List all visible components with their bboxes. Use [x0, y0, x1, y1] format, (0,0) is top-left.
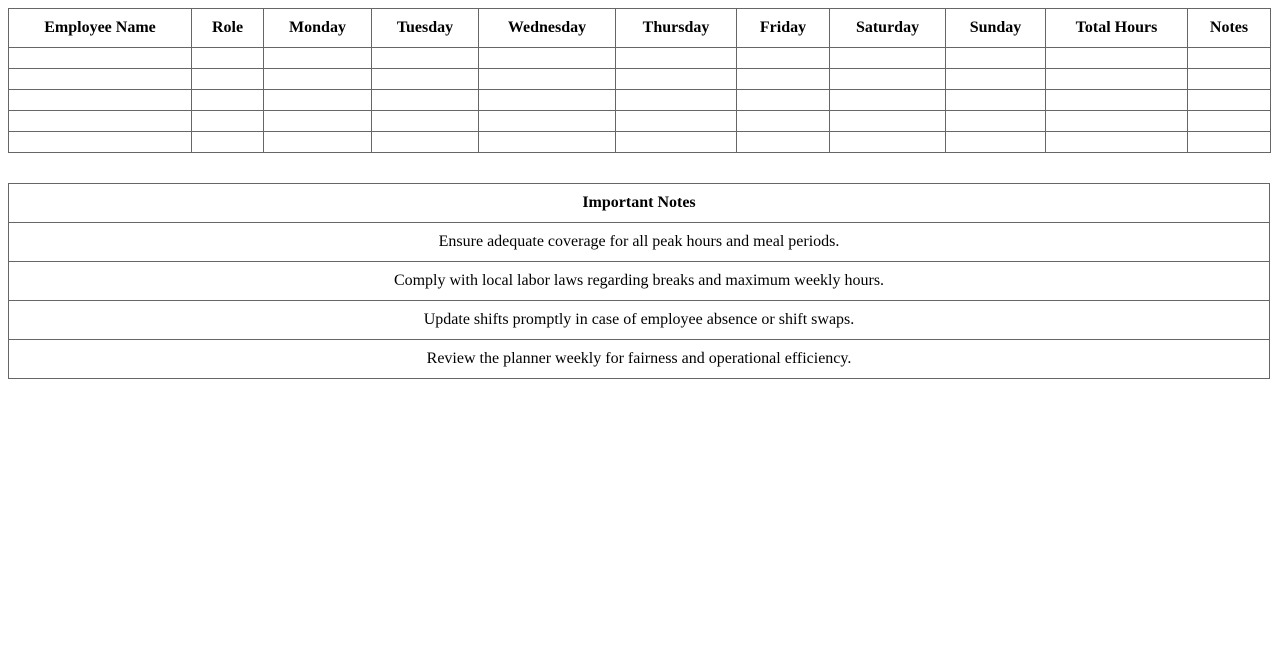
column-header-tuesday: Tuesday — [372, 9, 479, 48]
table-cell — [946, 69, 1046, 90]
table-cell — [372, 132, 479, 153]
table-cell — [1046, 90, 1188, 111]
table-cell — [264, 132, 372, 153]
note-item: Comply with local labor laws regarding breaks and maximum weekly hours. — [9, 262, 1270, 301]
table-cell — [9, 111, 192, 132]
table-cell — [192, 48, 264, 69]
column-header-role: Role — [192, 9, 264, 48]
table-cell — [1046, 132, 1188, 153]
schedule-header-row — [9, 9, 1271, 48]
column-header-thursday: Thursday — [616, 9, 737, 48]
table-row — [9, 69, 1271, 90]
table-cell — [372, 111, 479, 132]
table-cell — [372, 90, 479, 111]
table-cell — [946, 90, 1046, 111]
column-header-saturday: Saturday — [830, 9, 946, 48]
notes-title: Important Notes — [9, 184, 1270, 223]
table-cell — [1188, 90, 1271, 111]
table-cell — [9, 69, 192, 90]
column-header-notes: Notes — [1188, 9, 1271, 48]
column-header-sunday: Sunday — [946, 9, 1046, 48]
table-cell — [1188, 111, 1271, 132]
table-cell — [616, 90, 737, 111]
table-cell — [1188, 69, 1271, 90]
note-row — [9, 301, 1270, 340]
column-header-friday: Friday — [737, 9, 830, 48]
table-cell — [1046, 69, 1188, 90]
table-cell — [946, 111, 1046, 132]
table-cell — [737, 48, 830, 69]
note-item: Review the planner weekly for fairness and operational efficiency. — [9, 340, 1270, 379]
table-row — [9, 90, 1271, 111]
table-cell — [192, 132, 264, 153]
note-item: Update shifts promptly in case of employee absence or shift swaps. — [9, 301, 1270, 340]
table-cell — [616, 69, 737, 90]
table-cell — [9, 48, 192, 69]
note-row — [9, 340, 1270, 379]
table-cell — [372, 69, 479, 90]
table-cell — [946, 48, 1046, 69]
table-cell — [1188, 48, 1271, 69]
table-cell — [479, 111, 616, 132]
table-cell — [737, 132, 830, 153]
schedule-table — [8, 8, 1271, 153]
table-cell — [737, 90, 830, 111]
table-cell — [192, 69, 264, 90]
table-cell — [479, 69, 616, 90]
table-cell — [830, 48, 946, 69]
table-cell — [264, 48, 372, 69]
column-header-employee-name: Employee Name — [9, 9, 192, 48]
table-cell — [830, 132, 946, 153]
table-cell — [616, 111, 737, 132]
table-cell — [372, 48, 479, 69]
table-cell — [1188, 132, 1271, 153]
note-row — [9, 262, 1270, 301]
note-item: Ensure adequate coverage for all peak hours and meal periods. — [9, 223, 1270, 262]
column-header-monday: Monday — [264, 9, 372, 48]
table-row — [9, 48, 1271, 69]
table-cell — [192, 90, 264, 111]
table-row — [9, 132, 1271, 153]
table-cell — [737, 69, 830, 90]
table-cell — [830, 90, 946, 111]
column-header-total-hours: Total Hours — [1046, 9, 1188, 48]
table-cell — [264, 90, 372, 111]
table-cell — [9, 90, 192, 111]
table-cell — [479, 90, 616, 111]
table-cell — [830, 69, 946, 90]
important-notes-table — [8, 183, 1270, 379]
table-cell — [1046, 111, 1188, 132]
note-row — [9, 223, 1270, 262]
notes-header-row — [9, 184, 1270, 223]
table-cell — [616, 48, 737, 69]
table-cell — [946, 132, 1046, 153]
table-cell — [830, 111, 946, 132]
table-cell — [264, 111, 372, 132]
table-cell — [264, 69, 372, 90]
table-cell — [9, 132, 192, 153]
table-cell — [479, 48, 616, 69]
table-cell — [192, 111, 264, 132]
table-cell — [737, 111, 830, 132]
table-row — [9, 111, 1271, 132]
table-cell — [616, 132, 737, 153]
table-cell — [479, 132, 616, 153]
table-cell — [1046, 48, 1188, 69]
column-header-wednesday: Wednesday — [479, 9, 616, 48]
